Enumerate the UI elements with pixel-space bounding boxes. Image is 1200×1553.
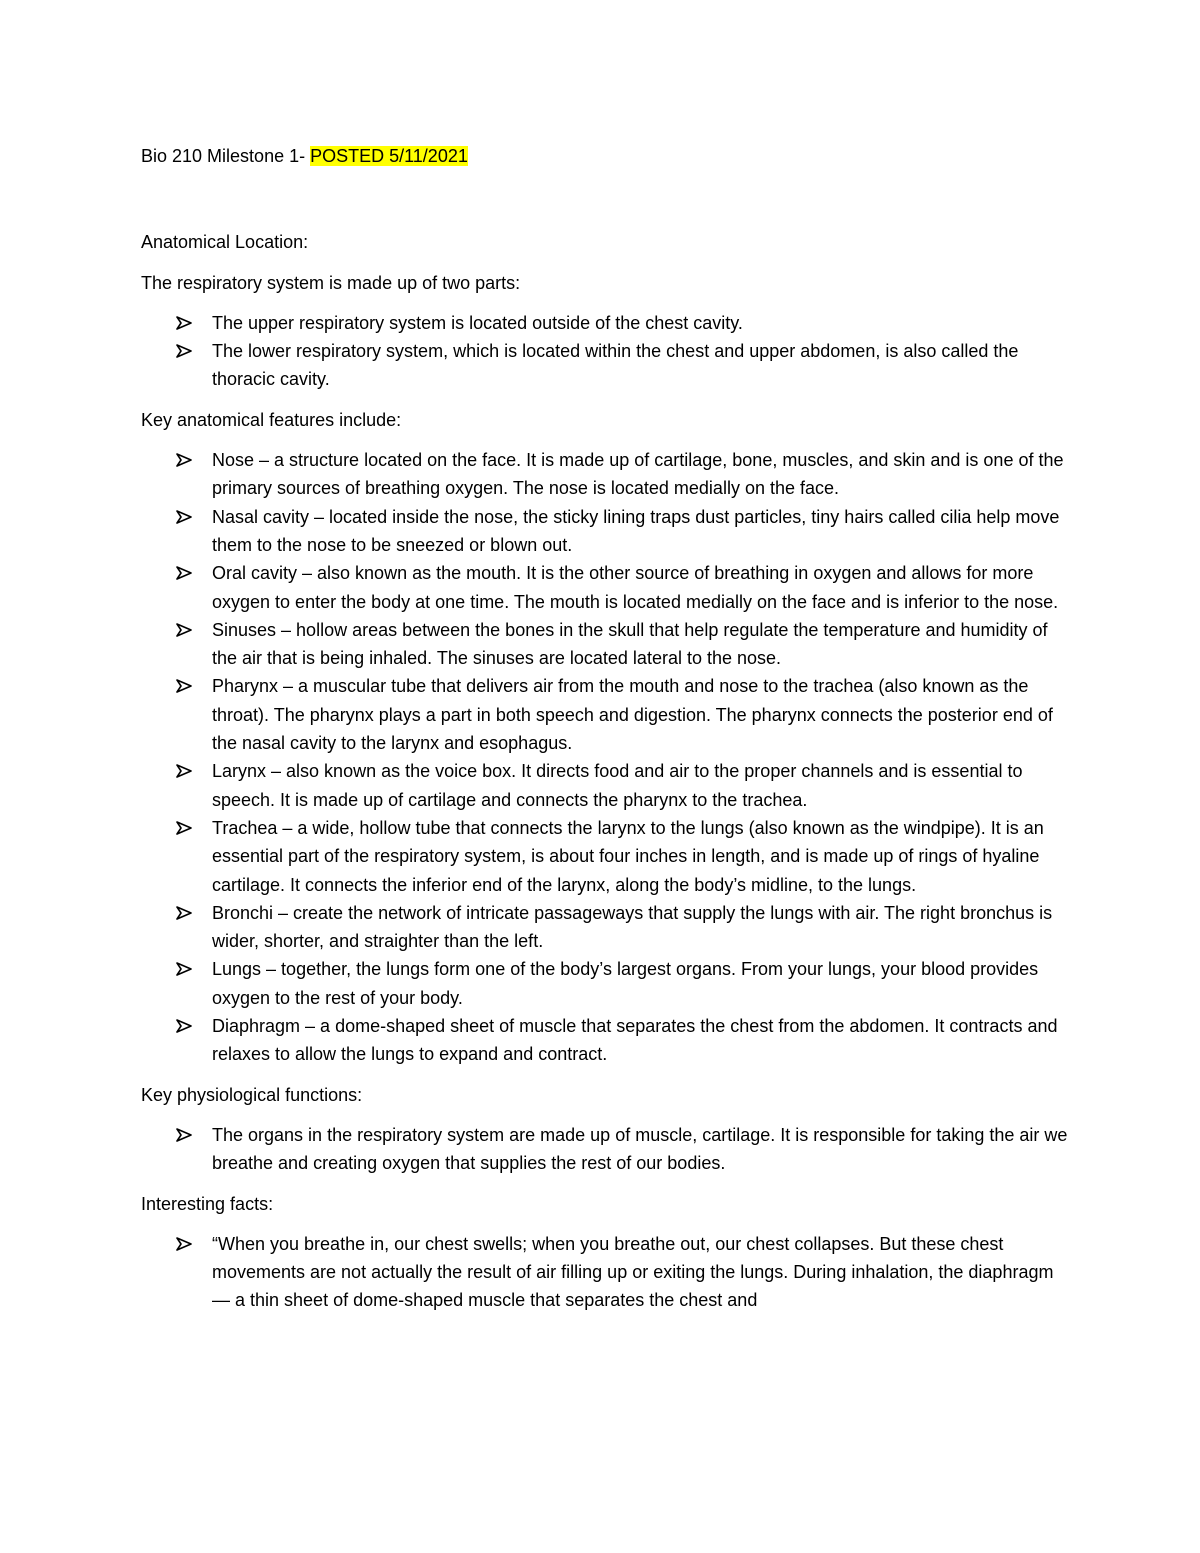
- list-item-text: The upper respiratory system is located outside of the chest cavity.: [212, 312, 743, 333]
- list-item-text: Lungs – together, the lungs form one of the body’s largest organs. From your lungs, your blood provides oxygen to the rest of your body.: [212, 959, 1039, 1008]
- list-item: [141, 616, 1070, 673]
- arrow-bullet-icon: [176, 1019, 192, 1033]
- arrow-bullet-icon: [176, 962, 192, 976]
- anatomical-location-heading: Anatomical Location:: [141, 232, 309, 253]
- facts-list: [141, 1230, 1070, 1315]
- title-text: Bio 210 Milestone 1-: [141, 146, 311, 166]
- list-item: [141, 899, 1070, 956]
- arrow-bullet-icon: [176, 316, 192, 330]
- functions-list: [141, 1121, 1070, 1178]
- list-item-text: Pharynx – a muscular tube that delivers air from the mouth and nose to the trachea (also known as the throat). The pharynx plays a part in both speech and digestion. The pharynx connects the posterior end of the nasal cavity to the larynx and esophagus.: [212, 676, 1053, 754]
- arrow-bullet-icon: [176, 821, 192, 835]
- list-item: [141, 337, 1070, 394]
- list-item-text: Diaphragm – a dome-shaped sheet of muscle that separates the chest from the abdomen. It contracts and relaxes to allow the lungs to expand and contract.: [212, 1016, 1058, 1065]
- features-list: [141, 446, 1070, 1069]
- arrow-bullet-icon: [176, 1237, 192, 1251]
- list-item-text: Nasal cavity – located inside the nose, the sticky lining traps dust particles, tiny hairs called cilia help move them to the nose to be sneezed or blown out.: [212, 506, 1060, 555]
- list-item-text: Nose – a structure located on the face. It is made up of cartilage, bone, muscles, and skin and is one of the primary sources of breathing oxygen. The nose is located medially on the face.: [212, 450, 1064, 499]
- list-item-text: The lower respiratory system, which is located within the chest and upper abdomen, is also called the thoracic cavity.: [212, 341, 1019, 390]
- arrow-bullet-icon: [176, 906, 192, 920]
- facts-heading: Interesting facts:: [141, 1193, 274, 1214]
- features-heading: Key anatomical features include:: [141, 409, 402, 430]
- arrow-bullet-icon: [176, 566, 192, 580]
- list-item: [141, 1230, 1070, 1315]
- functions-heading: Key physiological functions:: [141, 1084, 363, 1105]
- list-item-text: Larynx – also known as the voice box. It directs food and air to the proper channels and is essential to speech. It is made up of cartilage and connects the pharynx to the trachea.: [212, 761, 1023, 810]
- list-item: [141, 1012, 1070, 1069]
- list-item-text: Bronchi – create the network of intricate passageways that supply the lungs with air. The right bronchus is wider, shorter, and straighter than the left.: [212, 902, 1053, 952]
- arrow-bullet-icon: [176, 679, 192, 693]
- list-item-text: “When you breathe in, our chest swells; when you breathe out, our chest collapses. But these chest movements are not actually the result of air filling up or exiting the lungs. During inhalation, the diaphragm — a thin sheet of dome-shaped muscle that separates the chest and: [212, 1233, 1054, 1311]
- arrow-bullet-icon: [176, 1128, 192, 1142]
- list-item: [141, 559, 1070, 616]
- list-item-text: Oral cavity – also known as the mouth. It is the other source of breathing in oxygen and allows for more oxygen to enter the body at one time. The mouth is located medially on the face and is inferior to the nose.: [212, 563, 1059, 612]
- list-item: [141, 955, 1070, 1012]
- list-item: [141, 446, 1070, 503]
- posted-date-highlight: POSTED 5/11/2021: [310, 146, 468, 166]
- arrow-bullet-icon: [176, 510, 192, 524]
- list-item: [141, 309, 1070, 337]
- list-item: [141, 1121, 1070, 1178]
- arrow-bullet-icon: [176, 453, 192, 467]
- document-title: [141, 142, 1070, 170]
- list-item-text: Trachea – a wide, hollow tube that connects the larynx to the lungs (also known as the windpipe). It is an essential part of the respiratory system, is about four inches in length, and is made up of rings of hyaline cartilage. It connects the inferior end of the larynx, along the body’s midline, to the lungs.: [212, 817, 1044, 895]
- arrow-bullet-icon: [176, 764, 192, 778]
- arrow-bullet-icon: [176, 623, 192, 637]
- list-item: [141, 672, 1070, 757]
- list-item-text: Sinuses – hollow areas between the bones in the skull that help regulate the temperature and humidity of the air that is being inhaled. The sinuses are located lateral to the nose.: [212, 619, 1048, 669]
- list-item-text: The organs in the respiratory system are made up of muscle, cartilage. It is responsible for taking the air we breathe and creating oxygen that supplies the rest of our bodies.: [212, 1124, 1068, 1174]
- parts-list: [141, 309, 1070, 394]
- list-item: [141, 503, 1070, 560]
- arrow-bullet-icon: [176, 344, 192, 358]
- list-item: [141, 814, 1070, 899]
- list-item: [141, 757, 1070, 814]
- respiratory-intro: The respiratory system is made up of two parts:: [141, 272, 521, 293]
